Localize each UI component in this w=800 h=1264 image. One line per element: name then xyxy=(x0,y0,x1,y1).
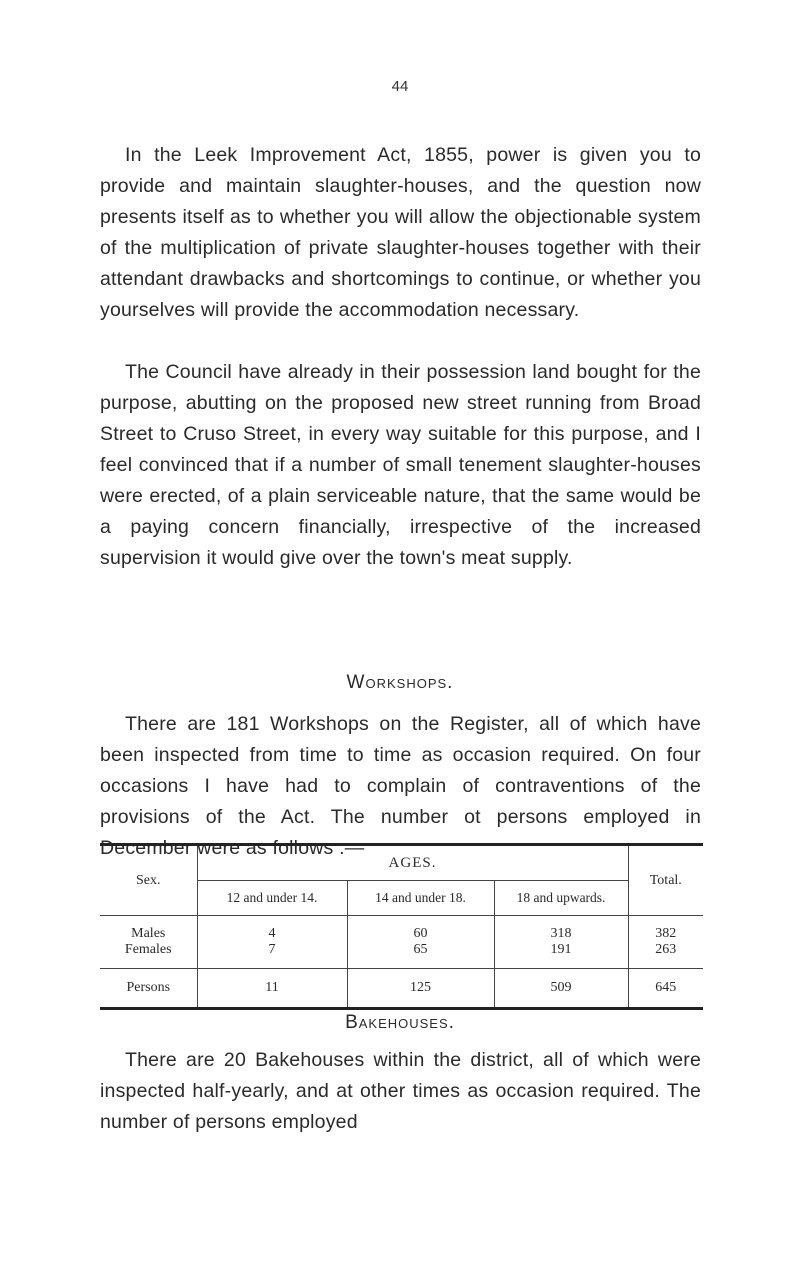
females-total: 263 xyxy=(655,942,677,957)
males-14-18: 60 xyxy=(413,926,428,941)
males-18-up: 318 xyxy=(550,926,572,941)
age-18-up-cell xyxy=(494,916,628,969)
paragraph-bakehouses: There are 20 Bakehouses within the district, all of which were inspected half-yearly, and at other times as occasion required. The number of persons employed xyxy=(100,1049,701,1133)
persons-14-18: 125 xyxy=(347,969,494,1009)
total-cell xyxy=(628,916,703,969)
paragraph-slaughter-houses-act: In the Leek Improvement Act, 1855, power is given you to provide and maintain slaughter-houses, and the question now presents itself as to whether you will allow the objectionable system of the multiplication of private slaughter-houses together with their attendant drawbacks and shortcomings to continue, or whether you yourselves will provide the accommodation necessary. xyxy=(100,144,701,321)
header-ages: AGES. xyxy=(197,845,628,881)
age-12-14-cell xyxy=(197,916,347,969)
row-label-persons: Persons xyxy=(100,969,197,1009)
females-14-18: 65 xyxy=(413,942,428,957)
heading-workshops: Workshops. xyxy=(346,672,454,693)
table-row xyxy=(100,916,703,969)
row-label-females: Females xyxy=(124,942,172,957)
paragraph-council-land: The Council have already in their possession land bought for the purpose, abutting on the proposed new street running from Broad Street to Cruso Street, in every way suitable for this purpose, and I feel convinced that if a number of small tenement slaughter-houses were erected, of a plain serviceable nature, that the same would be a paying concern financially, irrespective of the increased supervision it would give over the town's meat supply. xyxy=(100,361,701,569)
workshops-employment-table xyxy=(100,843,703,1010)
header-age-18-up: 18 and upwards. xyxy=(494,881,628,916)
females-12-14: 7 xyxy=(268,942,276,957)
page-number: 44 xyxy=(391,78,409,95)
row-label-males: Males xyxy=(131,926,166,941)
age-14-18-cell xyxy=(347,916,494,969)
persons-12-14: 11 xyxy=(197,969,347,1009)
heading-bakehouses: Bakehouses. xyxy=(345,1012,455,1033)
males-total: 382 xyxy=(655,926,677,941)
header-sex: Sex. xyxy=(100,845,197,916)
persons-total: 645 xyxy=(628,969,703,1009)
sex-labels-cell xyxy=(100,916,197,969)
header-age-14-18: 14 and under 18. xyxy=(347,881,494,916)
paragraph-workshops: There are 181 Workshops on the Register, all of which have been inspected from time to time as occasion required. On four occasions I have had to complain of contraventions of the provisions of the Act. The number ot persons employed in December were as follows :— xyxy=(100,713,701,859)
females-18-up: 191 xyxy=(550,942,572,957)
males-12-14: 4 xyxy=(268,926,276,941)
header-total: Total. xyxy=(628,845,703,916)
table-row xyxy=(100,969,703,1009)
header-age-12-14: 12 and under 14. xyxy=(197,881,347,916)
persons-18-up: 509 xyxy=(494,969,628,1009)
